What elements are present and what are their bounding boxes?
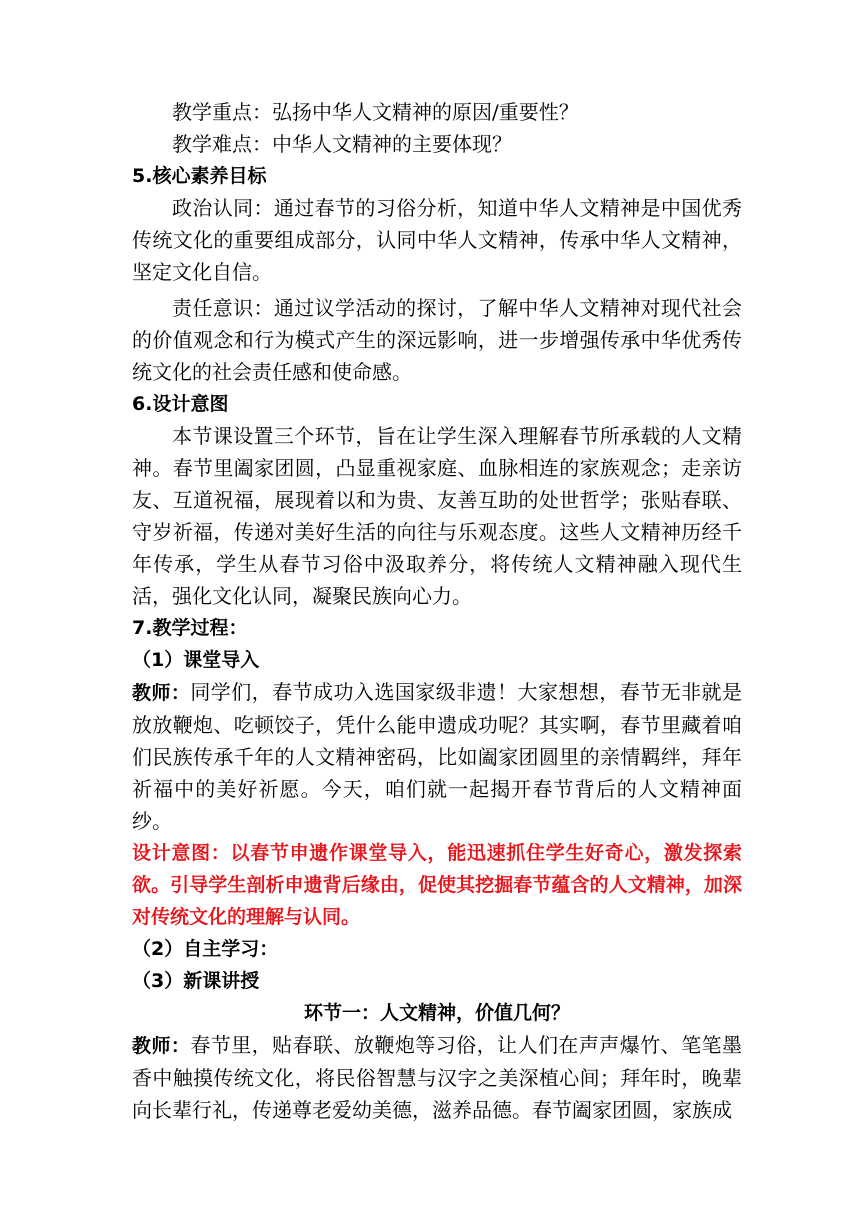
teacher-link1-paragraph (132, 1029, 742, 1126)
self-study-heading: （2）自主学习： (132, 938, 279, 960)
teaching-focus: 教学重点：弘扬中华人文精神的原因/重要性？ (172, 100, 579, 124)
section6-heading: 6.设计意图 (132, 393, 229, 415)
document-page (132, 96, 742, 1126)
design-intent-paragraph: 本节课设置三个环节，旨在让学生深入理解春节所承载的人文精神。春节里阖家团圆，凸显重视家庭、血脉相连的家族观念；走亲访友、互道祝福，展现着以和为贵、友善互助的处世哲学；张贴春联、守岁祈福，传递对美好生活的向往与乐观态度。这些人文精神历经千年传承，学生从春节习俗中汲取养分，将传统人文精神融入现代生活，强化文化认同，凝聚民族向心力。 (132, 424, 742, 608)
classroom-intro-heading: （1）课堂导入 (132, 649, 260, 671)
section5-heading: 5.核心素养目标 (132, 165, 267, 187)
political-identity-paragraph: 政治认同：通过春节的习俗分析，知道中华人文精神是中国优秀传统文化的重要组成部分，认同中华人文精神，传承中华人文精神，坚定文化自信。 (132, 196, 742, 284)
teaching-difficulty: 教学难点：中华人文精神的主要体现？ (172, 132, 512, 156)
section7-heading: 7.教学过程： (132, 617, 248, 639)
new-lesson-heading: （3）新课讲授 (132, 970, 260, 992)
link1-title: 环节一：人文精神，价值几何？ (303, 1002, 570, 1024)
responsibility-paragraph: 责任意识：通过议学活动的探讨，了解中华人文精神对现代社会的价值观念和行为模式产生的深远影响，进一步增强传承中华优秀传统文化的社会责任感和使命感。 (132, 296, 742, 384)
teacher-intro-paragraph (132, 676, 742, 837)
design-intent-note: 设计意图：以春节申遗作课堂导入，能迅速抓住学生好奇心，激发探索欲。引导学生剖析申遗背后缘由，促使其挖掘春节蕴含的人文精神，加深对传统文化的理解与认同。 (132, 842, 742, 928)
teacher-intro-text: 同学们，春节成功入选国家级非遗！大家想想，春节无非就是放放鞭炮、吃顿饺子，凭什么能申遗成功呢？其实啊，春节里藏着咱们民族传承千年的人文精神密码，比如阖家团圆里的亲情羁绊，拜年祈福中的美好祈愿。今天，咱们就一起揭开春节背后的人文精神面纱。 (132, 680, 742, 833)
teacher-link1-text: 春节里，贴春联、放鞭炮等习俗，让人们在声声爆竹、笔笔墨香中触摸传统文化，将民俗智慧与汉字之美深植心间；拜年时，晚辈向长辈行礼，传递尊老爱幼美德，滋养品德。春节阖家团圆，家族成 (132, 1033, 742, 1122)
teacher-label: 教师： (132, 1035, 191, 1057)
teacher-label: 教师： (132, 682, 191, 704)
